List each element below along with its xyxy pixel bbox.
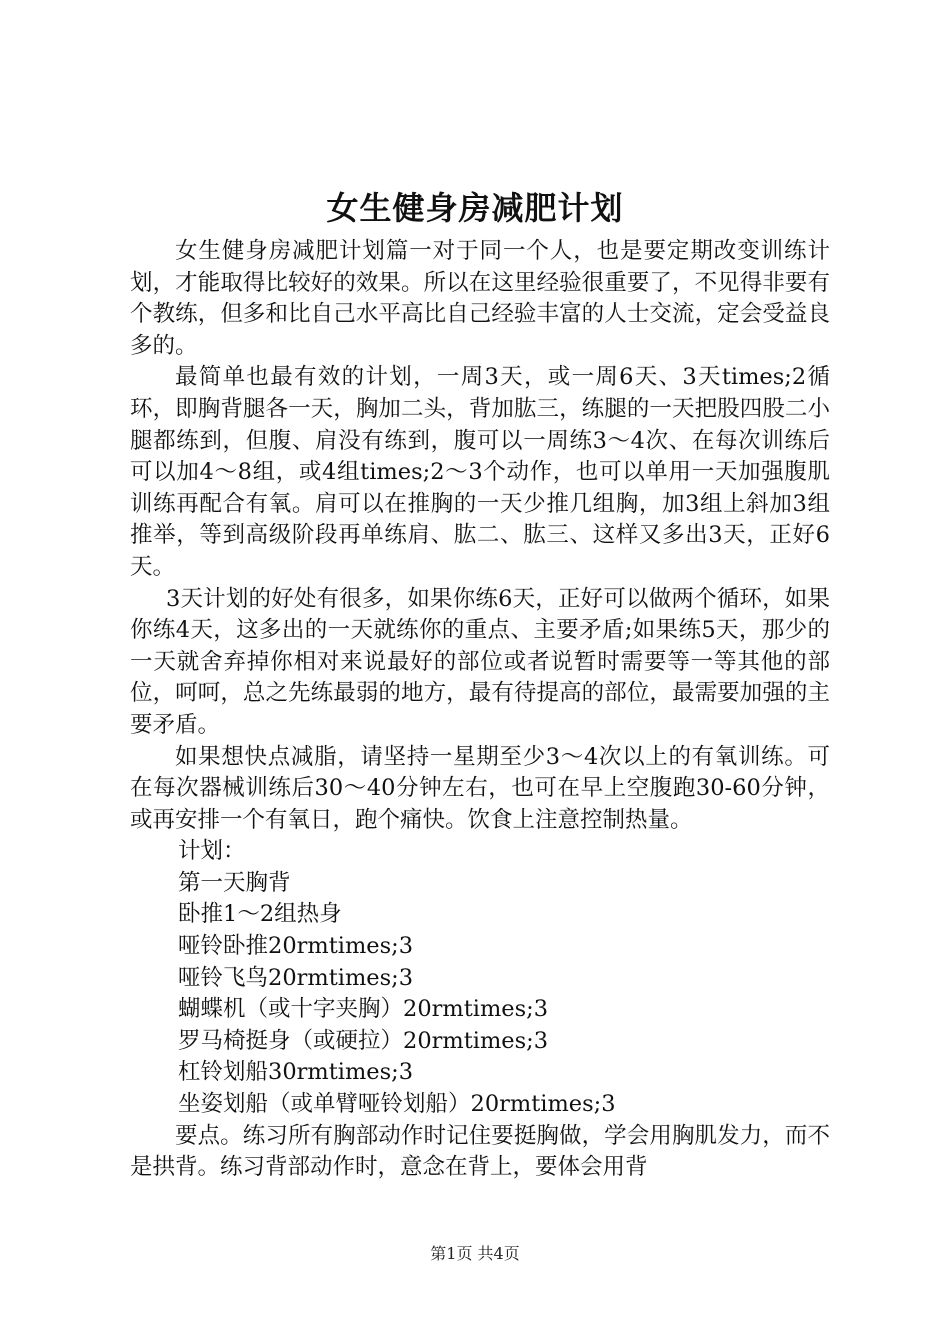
paragraph-fat-loss: 如果想快点减脂，请坚持一星期至少3～4次以上的有氧训练。可在每次器械训练后30～40分钟左右，也可在早上空腹跑30-60分钟，或再安排一个有氧日，跑个痛快。饮食上注意控制热量。 xyxy=(130,743,830,833)
plan-item: 蝴蝶机（或十字夹胸）20rmtimes;3 xyxy=(178,996,549,1023)
document-body xyxy=(130,236,830,1184)
plan-item: 卧推1～2组热身 xyxy=(178,901,342,928)
plan-item: 罗马椅挺身（或硬拉）20rmtimes;3 xyxy=(178,1027,549,1054)
paragraph-intro: 女生健身房减肥计划篇一对于同一个人，也是要定期改变训练计划，才能取得比较好的效果。所以在这里经验很重要了，不见得非要有个教练，但多和比自己水平高比自己经验丰富的人士交流，定会受益良多的。 xyxy=(130,238,830,359)
plan-item: 坐姿划船（或单臂哑铃划船）20rmtimes;3 xyxy=(178,1091,616,1118)
paragraph-key-points: 要点。练习所有胸部动作时记住要挺胸做，学会用胸肌发力，而不是拱背。练习背部动作时，意念在背上，要体会用背 xyxy=(130,1122,830,1181)
page-footer: 第1页 共4页 xyxy=(430,1244,520,1263)
plan-day-one: 第一天胸背 xyxy=(178,869,291,896)
plan-item: 哑铃飞鸟20rmtimes;3 xyxy=(178,964,414,991)
plan-item: 哑铃卧推20rmtimes;3 xyxy=(178,933,414,960)
document-title: 女生健身房减肥计划 xyxy=(326,189,624,227)
paragraph-simple-plan: 最简单也最有效的计划，一周3天，或一周6天、3天times;2循环，即胸背腿各一天，胸加二头，背加肱三，练腿的一天把股四股二小腿都练到，但腹、肩没有练到，腹可以一周练3～4次、在每次训练后可以加4～8组，或4组times;2～3个动作，也可以单用一天加强腹肌训练再配合有氧。肩可以在推胸的一天少推几组胸，加3组上斜加3组推举，等到高级阶段再单练肩、肱二、肱三、这样又多出3天，正好6天。 xyxy=(130,364,830,580)
plan-heading: 计划： xyxy=(178,838,246,865)
plan-item: 杠铃划船30rmtimes;3 xyxy=(178,1059,414,1086)
paragraph-three-day-benefits: 3天计划的好处有很多，如果你练6天，正好可以做两个循环，如果你练4天，这多出的一天就练你的重点、主要矛盾;如果练5天，那少的一天就舍弃掉你相对来说最好的部位或者说暂时需要等一等其他的部位，呵呵，总之先练最弱的地方，最有待提高的部位，最需要加强的主要矛盾。 xyxy=(130,585,830,738)
